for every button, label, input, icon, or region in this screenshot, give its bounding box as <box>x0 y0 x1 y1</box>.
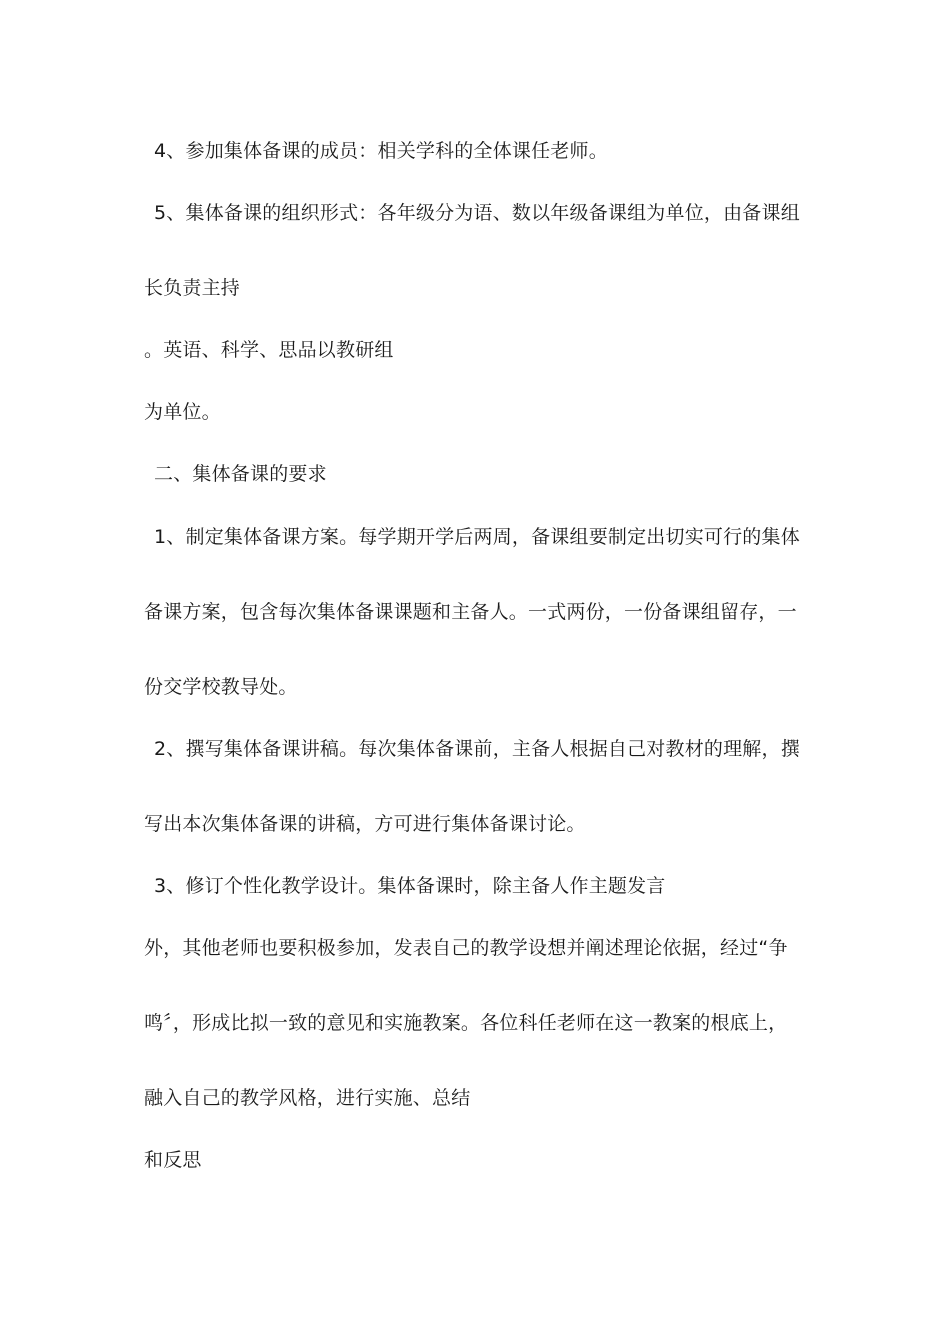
paragraph-line: 鸣〞，形成比拟一致的意见和实施教案。各位科任老师在这一教案的根底上， <box>144 1012 788 1034</box>
paragraph-line: 2、撰写集体备课讲稿。每次集体备课前，主备人根据自己对教材的理解，撰 <box>154 738 800 760</box>
paragraph-line: 为单位。 <box>144 401 221 423</box>
paragraph-line: 4、参加集体备课的成员：相关学科的全体课任老师。 <box>154 140 608 162</box>
paragraph-line: 写出本次集体备课的讲稿，方可进行集体备课讨论。 <box>144 813 586 835</box>
paragraph-line: 融入自己的教学风格，进行实施、总结 <box>144 1087 471 1109</box>
paragraph-line: 长负责主持 <box>144 277 241 299</box>
paragraph-line: 。英语、科学、思品以教研组 <box>144 339 394 361</box>
paragraph-line: 外，其他老师也要积极参加，发表自己的教学设想并阐述理论依据，经过“争 <box>144 937 788 959</box>
paragraph-line: 备课方案，包含每次集体备课课题和主备人。一式两份，一份备课组留存，一 <box>144 601 797 623</box>
paragraph-line: 5、集体备课的组织形式：各年级分为语、数以年级备课组为单位，由备课组 <box>154 202 800 224</box>
paragraph-line: 3、修订个性化教学设计。集体备课时，除主备人作主题发言 <box>154 875 666 897</box>
paragraph-line: 和反思 <box>144 1149 202 1171</box>
paragraph-line: 1、制定集体备课方案。每学期开学后两周，备课组要制定出切实可行的集体 <box>154 526 800 548</box>
paragraph-line: 份交学校教导处。 <box>144 676 298 698</box>
section-heading: 二、集体备课的要求 <box>154 463 327 485</box>
